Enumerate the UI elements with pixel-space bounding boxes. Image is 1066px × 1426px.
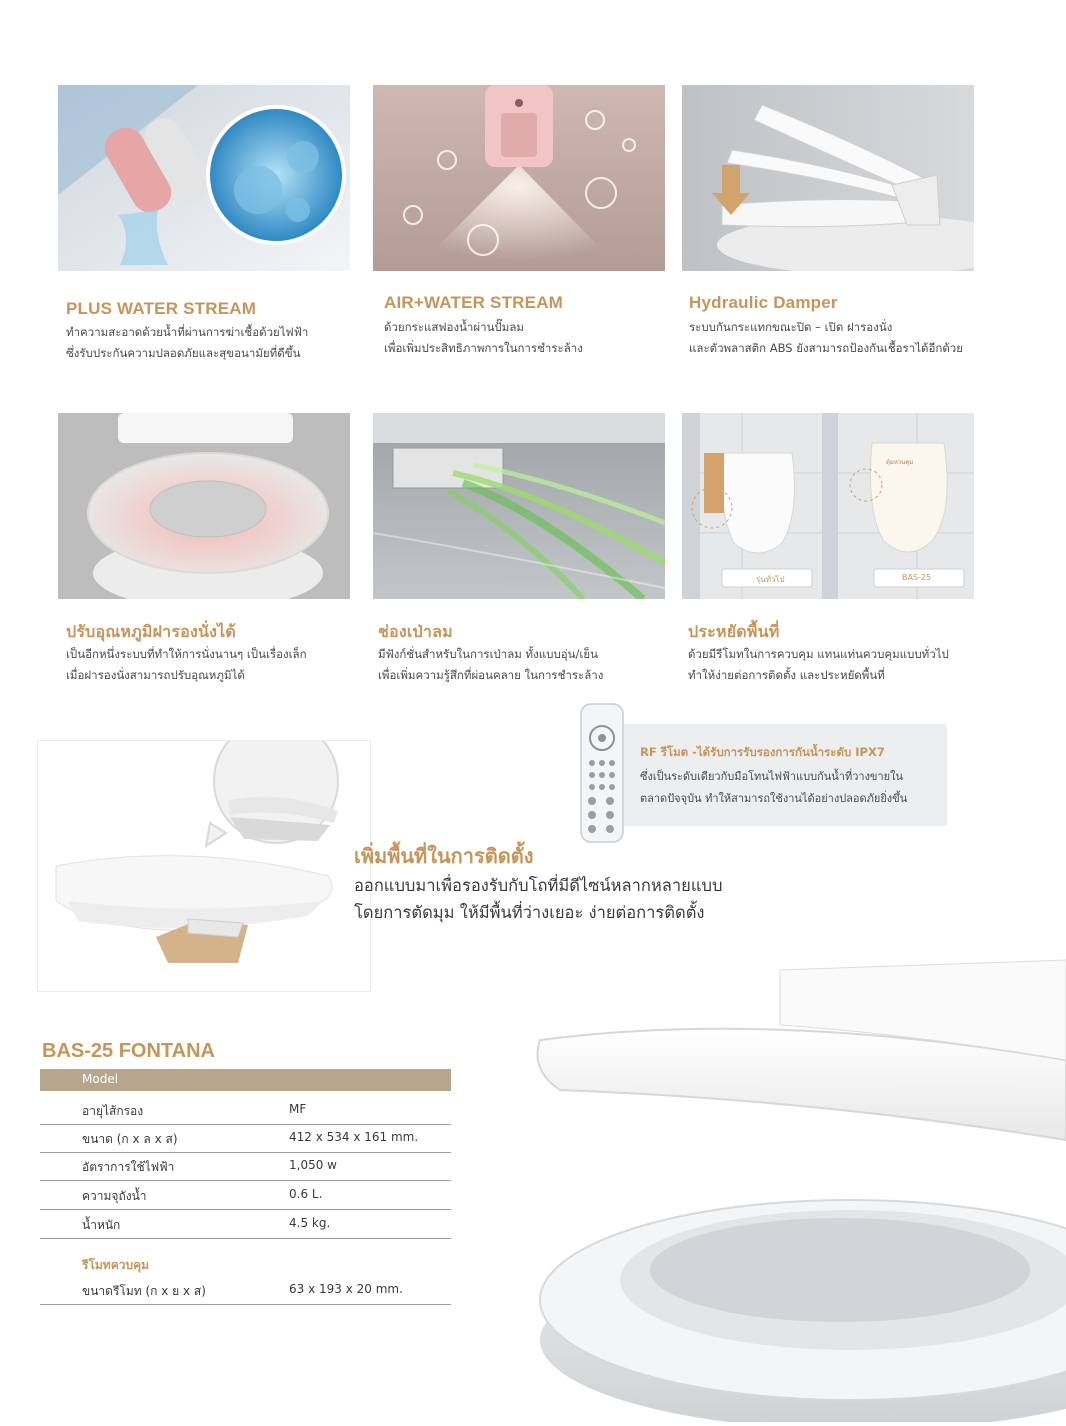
space-saving-image bbox=[682, 413, 974, 599]
air-water-stream-image bbox=[373, 85, 665, 271]
spec-row bbox=[40, 1152, 451, 1181]
feature-desc-hydraulic: ระบบกันกระแทกขณะปิด – เปิด ฝารองนั่ง และตัวพลาสติก ABS ยังสามารถป้องกันเชื้อราได้อีกด้วย bbox=[689, 320, 963, 355]
remote-callout-title: RF รีโมต -ได้รับการรับรองการกันน้ำระดับ IPX7 bbox=[640, 745, 885, 759]
spec-key: ความจุถังน้ำ bbox=[82, 1189, 147, 1203]
feature-title-hydraulic: Hydraulic Damper bbox=[689, 293, 838, 312]
spec-title: BAS-25 FONTANA bbox=[42, 1040, 215, 1062]
space-image-label-model: BAS-25 bbox=[902, 573, 932, 582]
feature-desc-air-water: ด้วยกระแสฟองน้ำผ่านปั๊มลม เพื่อเพิ่มประสิทธิภาพการในการชำระล้าง bbox=[384, 320, 583, 355]
spec-value: 0.6 L. bbox=[289, 1187, 323, 1201]
feature-title-plus-water: PLUS WATER STREAM bbox=[66, 299, 257, 318]
spec-row bbox=[40, 1181, 451, 1210]
spec-row bbox=[40, 1276, 451, 1305]
product-image bbox=[520, 950, 1066, 1422]
spec-header bbox=[40, 1069, 451, 1091]
spec-value: MF bbox=[289, 1102, 307, 1116]
feature-title-space-saving: ประหยัดพื้นที่ bbox=[688, 622, 780, 641]
air-dryer-image bbox=[373, 413, 665, 599]
install-image bbox=[37, 740, 371, 992]
feature-desc-plus-water: ทำความสะอาดด้วยน้ำที่ผ่านการฆ่าเชื้อด้วยไฟฟ้า ซึ่งรับประกันความปลอดภัยและสุขอนามัยที่ดีขึ้น bbox=[66, 325, 309, 360]
spec-header-label: Model bbox=[82, 1072, 119, 1086]
install-text: ออกแบบมาเพื่อรองรับกับโถที่มีดีไซน์หลากหลายแบบ โดยการตัดมุม ให้มีพื้นที่ว่างเยอะ ง่ายต่อการติดตั้ง bbox=[354, 876, 723, 922]
spec-key: ขนาดรีโมท (ก x ย x ส) bbox=[82, 1284, 206, 1298]
plus-water-stream-image bbox=[58, 85, 350, 271]
feature-desc-space-saving: ด้วยมีรีโมทในการควบคุม แทนแท่นควบคุมแบบทั่วไป ทำให้ง่ายต่อการติดตั้ง และประหยัดพื้นที่ bbox=[688, 647, 949, 682]
feature-title-air-dryer: ช่องเป่าลม bbox=[378, 622, 453, 641]
space-image-label-general: รุ่นทั่วไป bbox=[756, 575, 785, 584]
spec-key: อัตราการใช้ไฟฟ้า bbox=[82, 1160, 175, 1174]
feature-title-air-water: AIR+WATER STREAM bbox=[384, 293, 564, 312]
heated-seat-image bbox=[58, 413, 350, 599]
feature-desc-heated-seat: เป็นอีกหนึ่งระบบที่ทำให้การนั่งนานๆ เป็นเรื่องเล็ก เมื่อฝารองนั่งสามารถปรับอุณหภูมิได้ bbox=[66, 647, 307, 682]
feature-title-heated-seat: ปรับอุณหภูมิฝารองนั่งได้ bbox=[66, 622, 236, 641]
spec-value: 412 x 534 x 161 mm. bbox=[289, 1130, 419, 1144]
spec-remote-header: รีโมทควบคุม bbox=[82, 1258, 150, 1272]
spec-value: 1,050 w bbox=[289, 1158, 337, 1172]
remote-callout-text: ซึ่งเป็นระดับเดียวกับมือโทนไฟฟ้าแบบกันน้ำที่วางขายใน ตลาดปัจจุบัน ทำให้สามารถใช้งานได้อย่างปลอดภัยยิ่งขึ้น bbox=[640, 770, 908, 805]
hydraulic-damper-image bbox=[682, 85, 974, 271]
install-title: เพิ่มพื้นที่ในการติดตั้ง bbox=[354, 844, 534, 868]
spec-key: ขนาด (ก x ล x ส) bbox=[82, 1132, 178, 1146]
spec-key: อายุไส้กรอง bbox=[82, 1104, 144, 1118]
remote-callout bbox=[600, 724, 947, 826]
space-image-brand-label: ตุ้มหวนคุม bbox=[886, 459, 914, 466]
spec-value: 63 x 193 x 20 mm. bbox=[289, 1282, 403, 1296]
remote-control-image bbox=[580, 703, 624, 843]
feature-desc-air-dryer: มีฟังก์ชั่นสำหรับในการเป่าลม ทั้งแบบอุ่น/เย็น เพื่อเพิ่มความรู้สึกที่ผ่อนคลาย ในการชำระล้าง bbox=[378, 647, 604, 682]
spec-value: 4.5 kg. bbox=[289, 1216, 331, 1230]
spec-row bbox=[40, 1124, 451, 1153]
spec-key: น้ำหนัก bbox=[82, 1218, 121, 1232]
spec-row bbox=[40, 1210, 451, 1239]
spec-row bbox=[40, 1096, 451, 1125]
